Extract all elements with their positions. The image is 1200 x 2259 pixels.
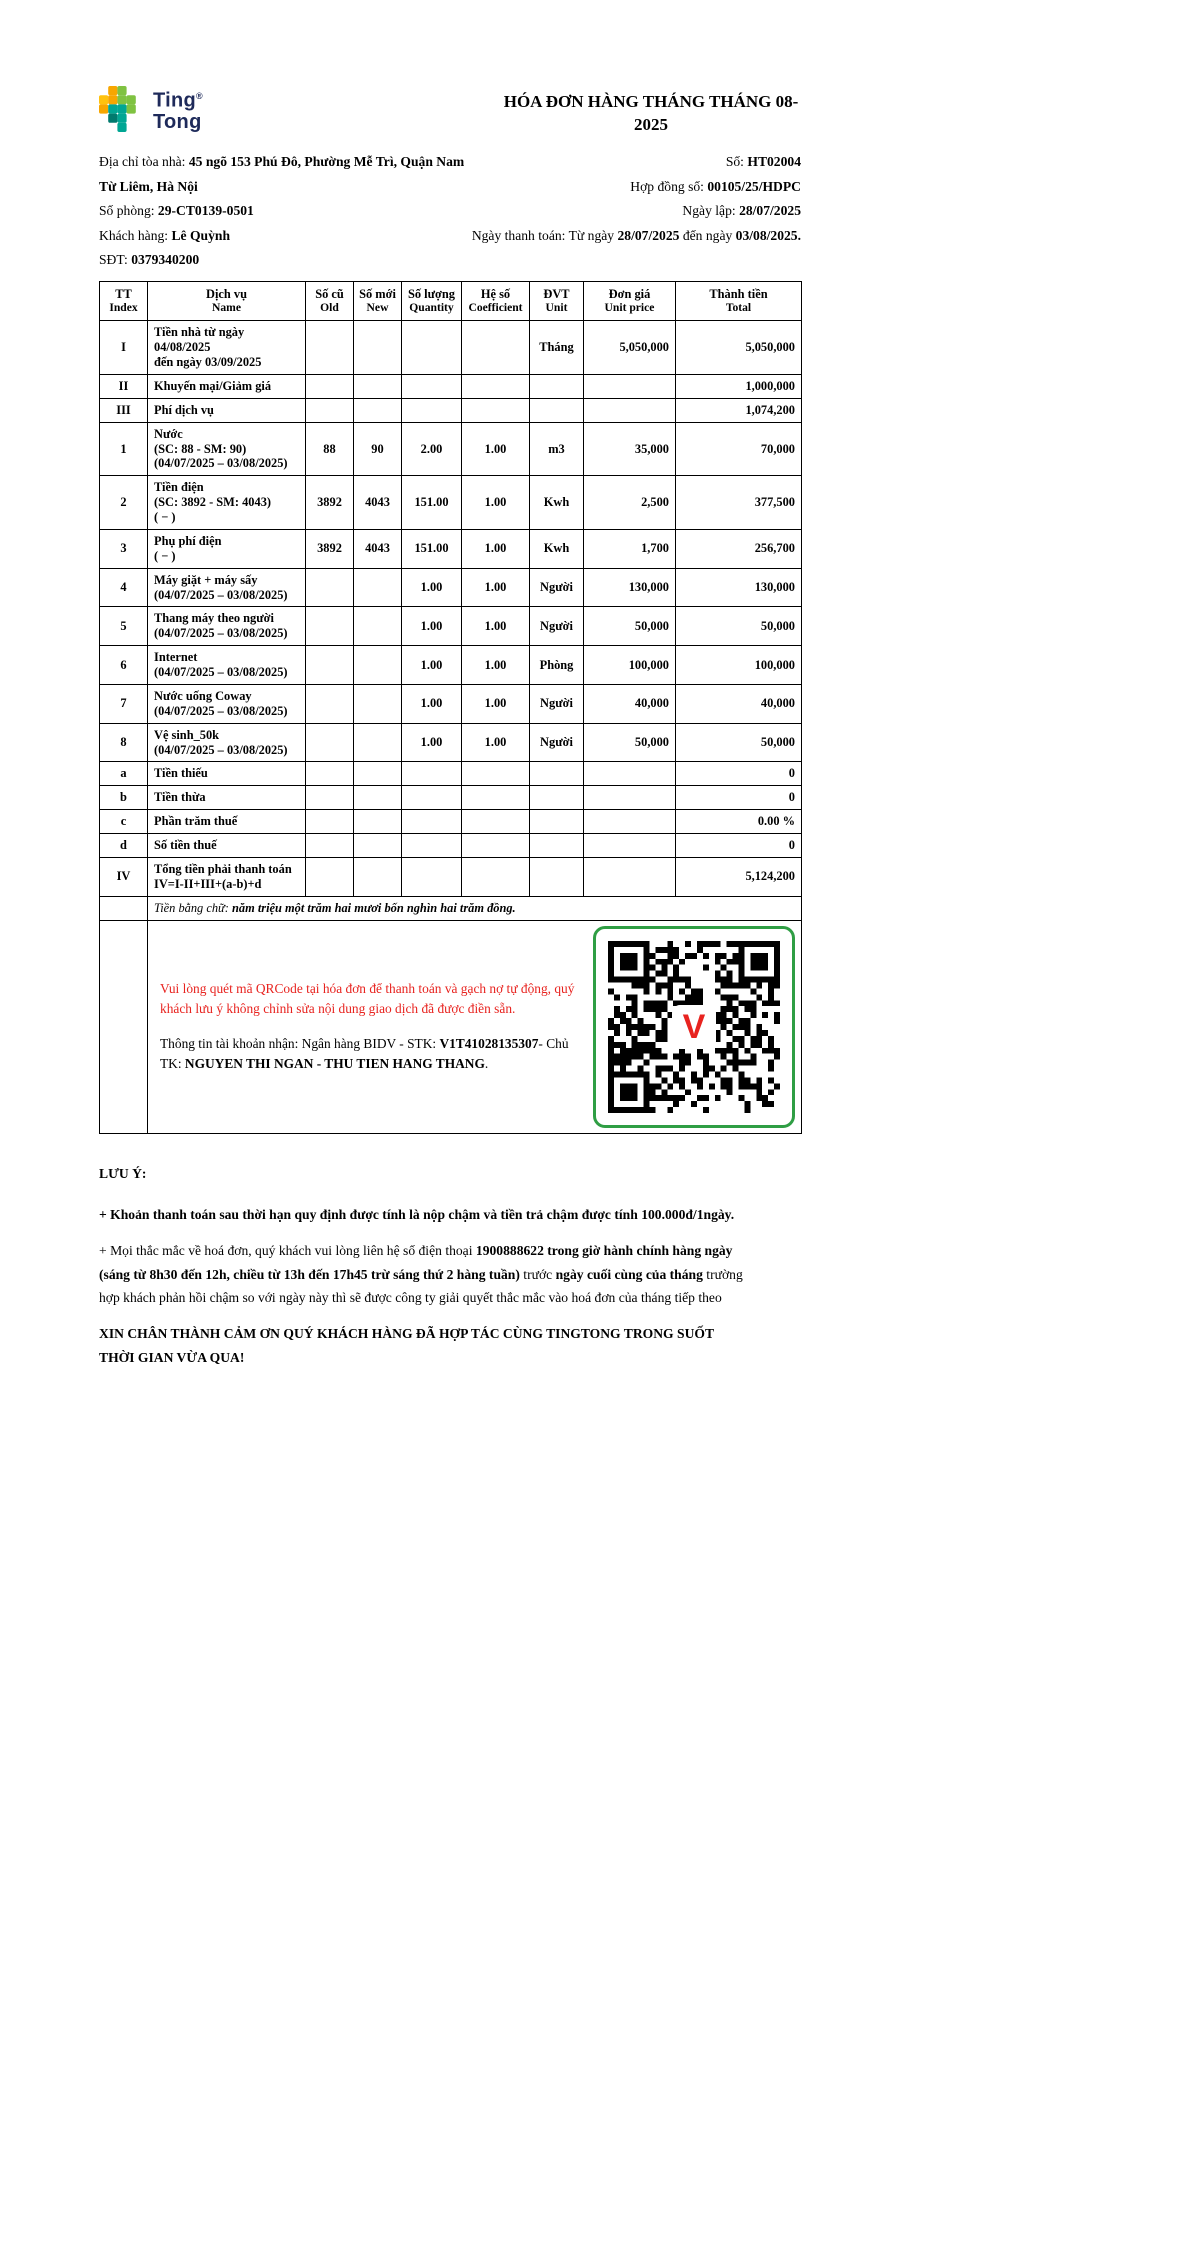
room-label: Số phòng: — [99, 203, 158, 218]
page-title-line1: HÓA ĐƠN HÀNG THÁNG THÁNG 08- — [503, 92, 799, 111]
new-reading — [354, 398, 402, 422]
invoice-meta — [99, 150, 801, 273]
service-name: Vệ sinh_50k (04/07/2025 – 03/08/2025) — [148, 723, 306, 762]
quantity: 2.00 — [402, 422, 462, 476]
coefficient: 1.00 — [462, 607, 530, 646]
unit-price — [584, 810, 676, 834]
invoice-table-body — [100, 321, 802, 896]
registered-mark: ® — [196, 91, 203, 101]
service-name: Phần trăm thuế — [148, 810, 306, 834]
coefficient: 1.00 — [462, 568, 530, 607]
contact-note-deadline: ngày cuối cùng của tháng — [555, 1266, 703, 1282]
invoice-row-4 — [100, 568, 802, 607]
old-reading — [306, 723, 354, 762]
quantity — [402, 398, 462, 422]
account-suffix: . — [484, 1055, 489, 1071]
quantity: 1.00 — [402, 607, 462, 646]
qr-payment-row — [100, 920, 802, 1133]
invoice-row-8 — [100, 723, 802, 762]
unit — [530, 398, 584, 422]
new-reading — [354, 810, 402, 834]
quantity — [402, 810, 462, 834]
quantity — [402, 762, 462, 786]
service-name: Tiền thừa — [148, 786, 306, 810]
unit-price — [584, 857, 676, 896]
coefficient — [462, 762, 530, 786]
amount-in-words-cell — [148, 896, 802, 920]
unit-price — [584, 398, 676, 422]
qr-payment-layout — [154, 925, 795, 1129]
service-name: Internet (04/07/2025 – 03/08/2025) — [148, 646, 306, 685]
contact-note-part3: trước — [519, 1266, 556, 1282]
invoice-row-5 — [100, 607, 802, 646]
service-name: Nước uống Coway (04/07/2025 – 03/08/2025) — [148, 684, 306, 723]
page-header — [99, 86, 801, 136]
old-reading: 88 — [306, 422, 354, 476]
qr-center-logo — [672, 1005, 716, 1049]
total-amount: 5,050,000 — [676, 321, 802, 375]
quantity: 1.00 — [402, 568, 462, 607]
qr-code — [593, 926, 795, 1128]
column-header-8: Thành tiền Total — [676, 281, 802, 321]
quantity: 1.00 — [402, 646, 462, 685]
page-title-line2: 2025 — [634, 115, 668, 134]
total-amount: 377,500 — [676, 476, 802, 530]
invoice-number-label: Số: — [725, 154, 748, 169]
old-reading — [306, 857, 354, 896]
coefficient: 1.00 — [462, 723, 530, 762]
amount-in-words-row — [100, 896, 802, 920]
invoice-row-a — [100, 762, 802, 786]
row-index: 4 — [100, 568, 148, 607]
service-name: Máy giặt + máy sấy (04/07/2025 – 03/08/2025) — [148, 568, 306, 607]
coefficient — [462, 321, 530, 375]
qr-payment-notice: Vui lòng quét mã QRCode tại hóa đơn để thanh toán và gạch nợ tự động, quý khách lưu ý không chỉnh sửa nội dung giao dịch đã được điền sẵn. — [160, 981, 575, 1017]
old-reading — [306, 684, 354, 723]
unit-price: 130,000 — [584, 568, 676, 607]
invoice-row-III — [100, 398, 802, 422]
account-number: V1T41028135307 — [439, 1035, 539, 1051]
payment-from-date: 28/07/2025 — [617, 227, 680, 243]
quantity — [402, 857, 462, 896]
unit: Tháng — [530, 321, 584, 375]
customer-value: Lê Quỳnh — [171, 227, 231, 243]
row-index: b — [100, 786, 148, 810]
room-value: 29-CT0139-0501 — [157, 203, 254, 218]
unit: Người — [530, 684, 584, 723]
unit — [530, 786, 584, 810]
invoice-row-IV — [100, 857, 802, 896]
service-name: Tiền nhà từ ngày 04/08/2025 đến ngày 03/09/2025 — [148, 321, 306, 375]
coefficient: 1.00 — [462, 684, 530, 723]
old-reading: 3892 — [306, 476, 354, 530]
new-reading — [354, 607, 402, 646]
quantity — [402, 834, 462, 858]
total-amount: 40,000 — [676, 684, 802, 723]
row-index: 5 — [100, 607, 148, 646]
column-header-6: ĐVT Unit — [530, 281, 584, 321]
invoice-row-d — [100, 834, 802, 858]
row-index: IV — [100, 857, 148, 896]
unit — [530, 762, 584, 786]
old-reading — [306, 834, 354, 858]
unit: Kwh — [530, 476, 584, 530]
page-title — [501, 86, 801, 136]
invoice-row-c — [100, 810, 802, 834]
issue-date-label: Ngày lập: — [682, 203, 740, 218]
coefficient — [462, 810, 530, 834]
new-reading — [354, 646, 402, 685]
amount-in-words-label: Tiền bằng chữ: — [154, 900, 232, 915]
old-reading — [306, 786, 354, 810]
meta-row-2 — [99, 175, 801, 200]
quantity — [402, 374, 462, 398]
unit: Người — [530, 607, 584, 646]
unit — [530, 857, 584, 896]
total-amount: 50,000 — [676, 723, 802, 762]
service-name: Thang máy theo người (04/07/2025 – 03/08/2025) — [148, 607, 306, 646]
building-address-line2 — [99, 175, 198, 200]
contract-label: Hợp đồng số: — [630, 178, 708, 194]
tingtong-logo-icon — [99, 86, 145, 132]
service-name: Nước (SC: 88 - SM: 90) (04/07/2025 – 03/08/2025) — [148, 422, 306, 476]
unit-price: 1,700 — [584, 529, 676, 568]
total-amount: 0 — [676, 786, 802, 810]
new-reading: 90 — [354, 422, 402, 476]
new-reading: 4043 — [354, 529, 402, 568]
total-amount: 0 — [676, 762, 802, 786]
row-index: 8 — [100, 723, 148, 762]
address-label: Địa chỉ tòa nhà: — [99, 154, 189, 169]
service-name: Số tiền thuế — [148, 834, 306, 858]
new-reading: 4043 — [354, 476, 402, 530]
coefficient: 1.00 — [462, 422, 530, 476]
row-index: d — [100, 834, 148, 858]
row-index: 2 — [100, 476, 148, 530]
coefficient — [462, 834, 530, 858]
unit: Phòng — [530, 646, 584, 685]
quantity — [402, 786, 462, 810]
unit-price: 5,050,000 — [584, 321, 676, 375]
meta-row-4 — [99, 224, 801, 249]
unit-price — [584, 374, 676, 398]
old-reading — [306, 321, 354, 375]
new-reading — [354, 321, 402, 375]
late-payment-note: + Khoản thanh toán sau thời hạn quy định được tính là nộp chậm và tiền trả chậm được tính 100.000đ/1ngày. — [99, 1206, 735, 1222]
total-amount: 256,700 — [676, 529, 802, 568]
invoice-row-II — [100, 374, 802, 398]
row-index: 6 — [100, 646, 148, 685]
unit-price: 35,000 — [584, 422, 676, 476]
payment-period-infix: đến ngày — [679, 227, 736, 243]
total-amount: 0 — [676, 834, 802, 858]
unit: m3 — [530, 422, 584, 476]
total-amount: 1,000,000 — [676, 374, 802, 398]
column-header-1: Dịch vụ Name — [148, 281, 306, 321]
tingtong-logo — [99, 86, 203, 133]
service-name: Khuyến mại/Giảm giá — [148, 374, 306, 398]
old-reading — [306, 398, 354, 422]
old-reading — [306, 646, 354, 685]
account-prefix: Thông tin tài khoản nhận: Ngân hàng BIDV - STK: — [160, 1035, 440, 1051]
invoice-row-I — [100, 321, 802, 375]
invoice-number-value: HT02004 — [747, 154, 801, 169]
contact-note-part5: trường hợp khách phản hồi chậm so với ngày này thì sẽ được công ty giải quyết thắc mắc vào hoá đơn của tháng tiếp theo — [99, 1266, 743, 1306]
total-amount: 130,000 — [676, 568, 802, 607]
address-value-line2: Từ Liêm, Hà Nội — [99, 178, 198, 194]
invoice-row-6 — [100, 646, 802, 685]
quantity: 1.00 — [402, 684, 462, 723]
meta-row-5 — [99, 248, 801, 273]
unit-price — [584, 762, 676, 786]
service-name: Tiền thiếu — [148, 762, 306, 786]
tingtong-logo-text — [153, 86, 203, 133]
unit — [530, 810, 584, 834]
unit-price: 2,500 — [584, 476, 676, 530]
contact-note-part1: + Mọi thắc mắc về hoá đơn, quý khách vui lòng liên hệ số điện thoại — [99, 1243, 476, 1259]
coefficient — [462, 786, 530, 810]
unit-price: 100,000 — [584, 646, 676, 685]
bank-account-info — [160, 1034, 581, 1074]
customer-phone — [99, 248, 199, 273]
payment-instructions — [154, 979, 593, 1073]
contract-value: 00105/25/HDPC — [707, 178, 801, 194]
column-header-0: TT Index — [100, 281, 148, 321]
old-reading — [306, 568, 354, 607]
meta-row-1 — [99, 150, 801, 175]
row-index: I — [100, 321, 148, 375]
coefficient — [462, 857, 530, 896]
column-header-3: Số mới New — [354, 281, 402, 321]
service-name: Phụ phí điện ( − ) — [148, 529, 306, 568]
empty-index-cell — [100, 920, 148, 1133]
service-name: Tiền điện (SC: 3892 - SM: 4043) ( − ) — [148, 476, 306, 530]
invoice-row-3 — [100, 529, 802, 568]
new-reading — [354, 684, 402, 723]
new-reading — [354, 857, 402, 896]
qr-v-icon: V — [682, 1007, 706, 1046]
total-amount: 0.00 % — [676, 810, 802, 834]
invoice-number — [726, 150, 801, 175]
logo-word-ting: Ting — [153, 89, 197, 112]
total-amount: 1,074,200 — [676, 398, 802, 422]
row-index: c — [100, 810, 148, 834]
new-reading — [354, 723, 402, 762]
customer-label: Khách hàng: — [99, 227, 172, 243]
issue-date — [682, 199, 801, 224]
phone-value: 0379340200 — [131, 252, 200, 267]
payment-period-prefix: Ngày thanh toán: Từ ngày — [471, 227, 618, 243]
quantity: 151.00 — [402, 529, 462, 568]
unit-price — [584, 834, 676, 858]
contact-note — [99, 1239, 749, 1309]
column-header-4: Số lượng Quantity — [402, 281, 462, 321]
invoice-table-head — [100, 281, 802, 321]
row-index: a — [100, 762, 148, 786]
row-index: II — [100, 374, 148, 398]
contract-number — [630, 175, 801, 200]
row-index: III — [100, 398, 148, 422]
old-reading — [306, 810, 354, 834]
total-amount: 50,000 — [676, 607, 802, 646]
invoice-content — [99, 86, 801, 1382]
coefficient — [462, 398, 530, 422]
payment-period — [472, 224, 801, 249]
invoice-table — [99, 281, 802, 1134]
total-amount: 5,124,200 — [676, 857, 802, 896]
coefficient — [462, 374, 530, 398]
building-address-line1 — [99, 150, 464, 175]
unit: Người — [530, 568, 584, 607]
thank-you-note: XIN CHÂN THÀNH CẢM ƠN QUÝ KHÁCH HÀNG ĐÃ HỢP TÁC CÙNG TINGTONG TRONG SUỐT THỜI GIAN VỪA QUA! — [99, 1326, 714, 1365]
new-reading — [354, 834, 402, 858]
amount-in-words-value: năm triệu một trăm hai mươi bốn nghìn hai trăm đồng. — [232, 900, 516, 915]
qr-payment-cell — [148, 920, 802, 1133]
row-index: 1 — [100, 422, 148, 476]
row-index: 7 — [100, 684, 148, 723]
invoice-row-b — [100, 786, 802, 810]
unit — [530, 834, 584, 858]
new-reading — [354, 786, 402, 810]
invoice-table-head-row — [100, 281, 802, 321]
phone-label: SĐT: — [99, 252, 132, 267]
service-name: Tổng tiền phải thanh toán IV=I-II+III+(a-b)+d — [148, 857, 306, 896]
service-name: Phí dịch vụ — [148, 398, 306, 422]
unit: Người — [530, 723, 584, 762]
footer-notes — [99, 1162, 749, 1370]
old-reading — [306, 374, 354, 398]
empty-index-cell — [100, 896, 148, 920]
column-header-2: Số cũ Old — [306, 281, 354, 321]
room-number — [99, 199, 254, 224]
new-reading — [354, 374, 402, 398]
coefficient: 1.00 — [462, 476, 530, 530]
new-reading — [354, 568, 402, 607]
new-reading — [354, 762, 402, 786]
old-reading — [306, 762, 354, 786]
quantity: 1.00 — [402, 723, 462, 762]
invoice-row-2 — [100, 476, 802, 530]
notes-heading: LƯU Ý: — [99, 1165, 147, 1181]
row-index: 3 — [100, 529, 148, 568]
contact-note-hotline: 1900888622 trong giờ hành chính hàng ngày (sáng từ 8h30 đến 12h, chiều từ 13h đến 17h45 trừ sáng thứ 2 hàng tuần) — [99, 1243, 733, 1282]
total-amount: 70,000 — [676, 422, 802, 476]
customer-name — [99, 224, 230, 249]
issue-date-value: 28/07/2025 — [739, 203, 801, 218]
invoice-row-1 — [100, 422, 802, 476]
unit-price: 50,000 — [584, 723, 676, 762]
quantity — [402, 321, 462, 375]
unit-price — [584, 786, 676, 810]
column-header-5: Hệ số Coefficient — [462, 281, 530, 321]
unit-price: 40,000 — [584, 684, 676, 723]
account-holder: NGUYEN THI NGAN - THU TIEN HANG THANG — [184, 1055, 485, 1071]
logo-word-tong: Tong — [153, 110, 202, 133]
quantity: 151.00 — [402, 476, 462, 530]
meta-row-3 — [99, 199, 801, 224]
payment-to-date: 03/08/2025. — [735, 227, 801, 243]
total-amount: 100,000 — [676, 646, 802, 685]
coefficient: 1.00 — [462, 646, 530, 685]
invoice-table-footer — [100, 896, 802, 1133]
address-value-line1: 45 ngõ 153 Phú Đô, Phường Mễ Trì, Quận Nam — [188, 154, 465, 169]
unit — [530, 374, 584, 398]
invoice-row-7 — [100, 684, 802, 723]
old-reading — [306, 607, 354, 646]
column-header-7: Đơn giá Unit price — [584, 281, 676, 321]
unit: Kwh — [530, 529, 584, 568]
old-reading: 3892 — [306, 529, 354, 568]
account-mid: - Chủ TK: — [160, 1035, 569, 1071]
unit-price: 50,000 — [584, 607, 676, 646]
coefficient: 1.00 — [462, 529, 530, 568]
